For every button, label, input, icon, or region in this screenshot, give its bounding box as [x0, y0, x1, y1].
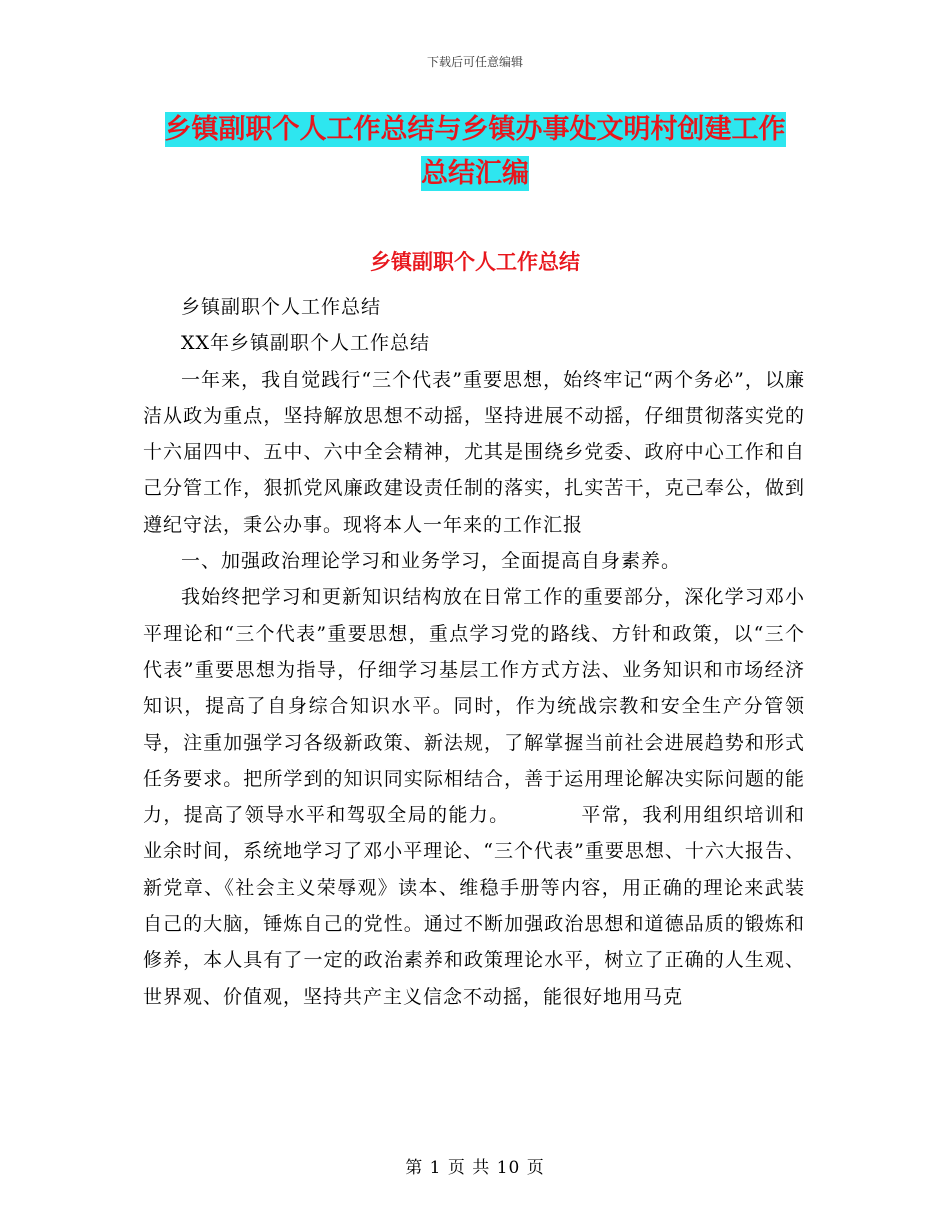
header-note: 下载后可任意编辑	[426, 55, 523, 69]
document-title-line-1: 乡镇副职个人工作总结与乡镇办事处文明村创建工作	[164, 114, 786, 145]
paragraph: XX年乡镇副职个人工作总结	[181, 332, 431, 355]
paragraph: 一年来，我自觉践行“三个代表”重要思想，始终牢记“两个务必”，以廉洁从政为重点，坚持解放思想不动摇，坚持进展不动摇，仔细贯彻落实党的十六届四中、五中、六中全会精神，尤其是围绕乡党委、政府中心工作和自己分管工作，狠抓党风廉政建设责任制的落实，扎实苦干，克己奉公，做到遵纪守法，秉公办事。现将本人一年来的工作汇报	[143, 368, 805, 536]
paragraph: 一、加强政治理论学习和业务学习，全面提高自身素养。	[181, 550, 682, 573]
section-title: 乡镇副职个人工作总结	[370, 250, 580, 274]
paragraph: 我始终把学习和更新知识结构放在日常工作的重要部分，深化学习邓小平理论和“三个代表”重要思想，重点学习党的路线、方针和政策，以“三个代表”重要思想为指导，仔细学习基层工作方式方法、业务知识和市场经济知识，提高了自身综合知识水平。同时，作为统战宗教和安全生产分管领导，注重加强学习各级新政策、新法规，了解掌握当前社会进展趋势和形式任务要求。把所学到的知识同实际相结合，善于运用理论解决实际问题的能力，提高了领导水平和驾驭全局的能力。 平常，我利用组织培训和业余时间，系统地学习了邓小平理论、“三个代表”重要思想、十六大报告、新党章、《社会主义荣辱观》读本、维稳手册等内容，用正确的理论来武装自己的大脑，锤炼自己的党性。通过不断加强政治思想和道德品质的锻炼和修养，本人具有了一定的政治素养和政策理论水平，树立了正确的人生观、世界观、价值观，坚持共产主义信念不动摇，能很好地用马克	[143, 586, 805, 1008]
paragraph: 乡镇副职个人工作总结	[181, 296, 382, 318]
document-title	[0, 108, 950, 196]
document-title-line-2: 总结汇编	[421, 158, 529, 189]
page-number: 第 1 页 共 10 页	[405, 1158, 545, 1178]
document-body	[143, 289, 805, 1015]
